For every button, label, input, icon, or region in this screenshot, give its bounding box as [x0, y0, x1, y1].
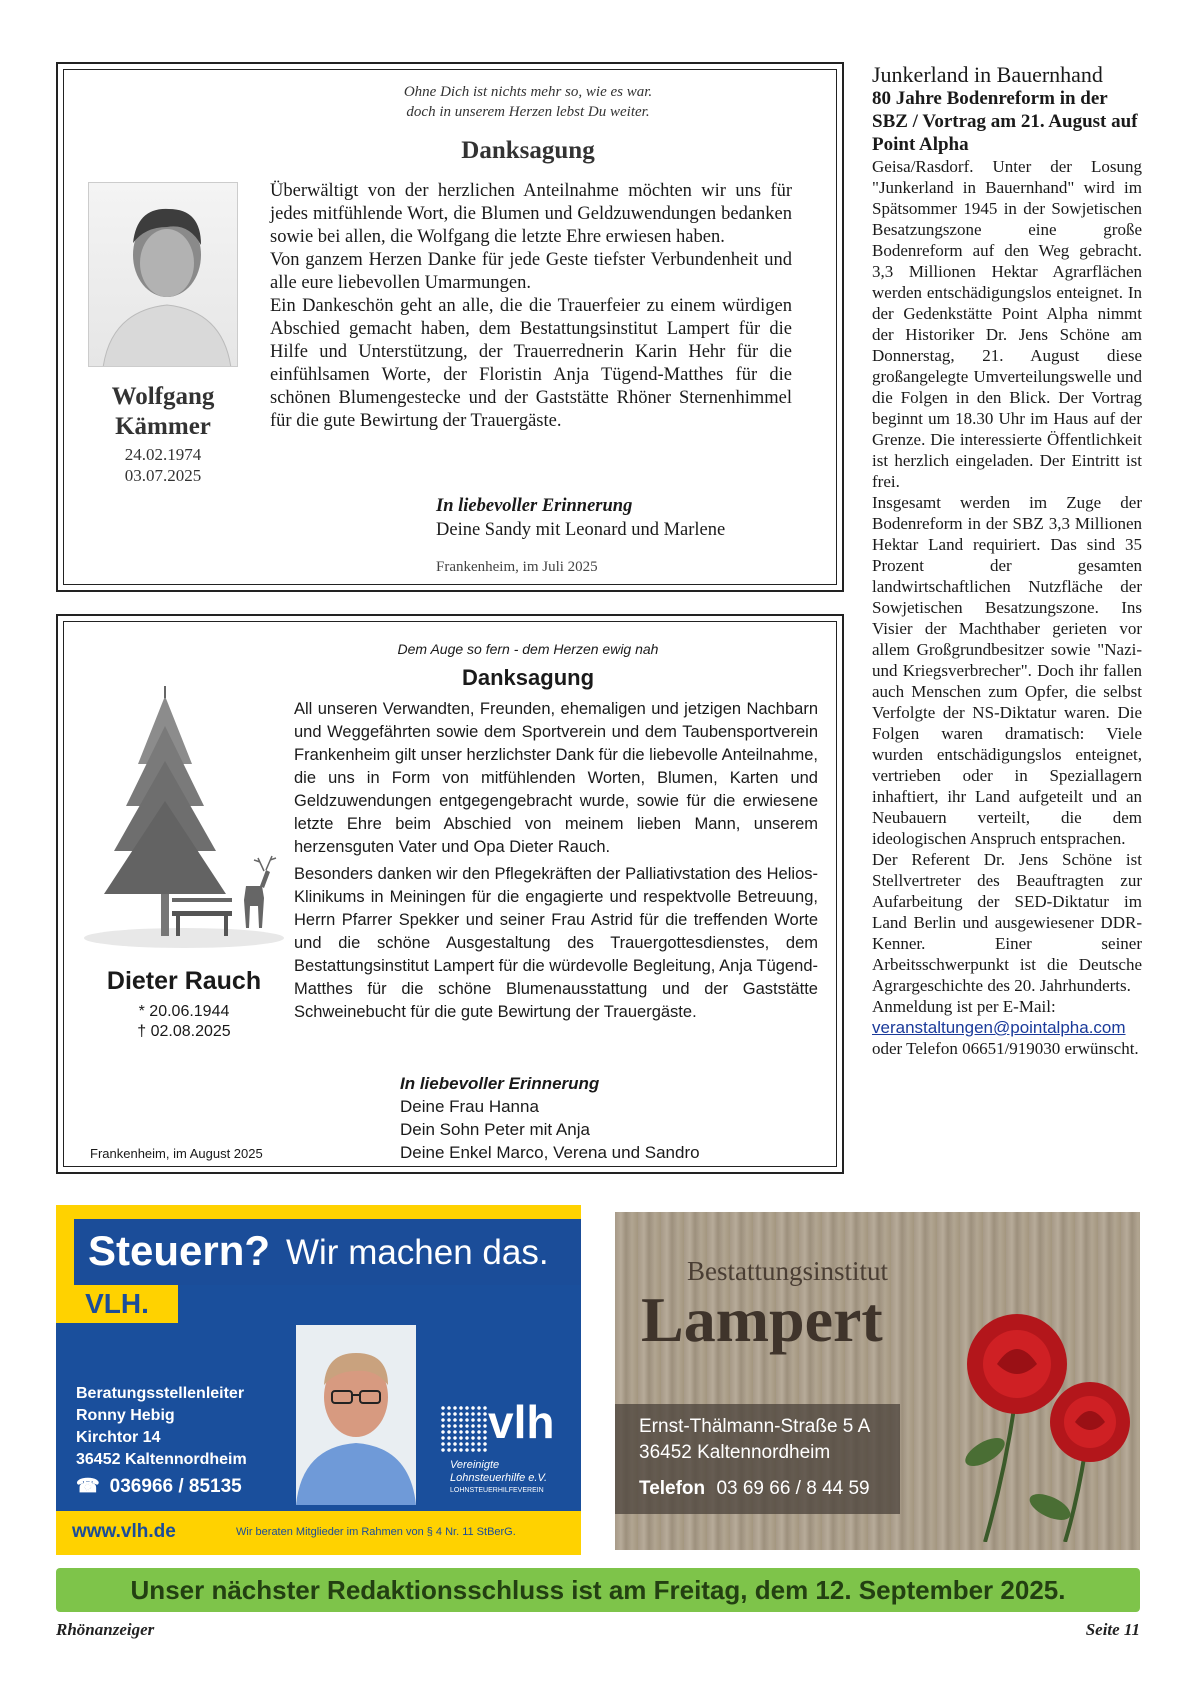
contact-city: 36452 Kaltennordheim [76, 1451, 247, 1468]
obituary-text [270, 180, 792, 433]
deceased-first-name: Wolfgang [111, 383, 215, 410]
obituary-motto: Dem Auge so fern - dem Herzen ewig nah [397, 641, 659, 657]
email-link[interactable]: veranstaltungen@pointalpha.com [872, 1018, 1126, 1037]
banner-text: Unser nächster Redaktionsschluss ist am Freitag, dem 12. September 2025. [130, 1575, 1066, 1605]
brand-label: VLH. [56, 1285, 178, 1323]
deceased-name [78, 382, 248, 442]
memory-line: In liebevoller Erinnerung [436, 496, 633, 516]
advisor-portrait-icon [296, 1325, 416, 1505]
obituary-motto [308, 82, 748, 122]
lampert-phone: 03 69 66 / 8 44 59 [716, 1478, 870, 1499]
lampert-line-2: Lampert [641, 1284, 883, 1355]
pine-tree-icon [74, 666, 289, 956]
obituary-paragraph: Ein Dankeschön geht an alle, die die Trauerfeier zu einem würdigen Abschied gemacht haben, dem Bestattungsinstitut Lampert für die Hilfe und Unterstützung, der Trauerrednerin Karin Hehr für die einfühlsamen Worte, der Floristin Anja Tügend-Matthes für die schönen Blumengestecke und der Gaststätte Rhöner Sternenhimmel für die gute Bewirtung der Trauergäste. [270, 296, 792, 431]
article-paragraph: Der Referent Dr. Jens Schöne ist Stellvertreter des Beauftragten zur Aufarbeitung der SED-Diktatur im Land Berlin und ausgewiesener DDR-Kenner. Einer seiner Arbeitsschwerpunkt ist die Deutsche Agrargeschichte des 20. Jahrhunderts. [872, 850, 1142, 995]
place-date: Frankenheim, im August 2025 [90, 1146, 263, 1161]
lampert-street: Ernst-Thälmann-Straße 5 A [639, 1416, 871, 1437]
vlh-logo-icon [440, 1405, 488, 1453]
obituary-signature [436, 494, 796, 542]
article-paragraph: Insgesamt werden im Zuge der Bodenreform in der SBZ 3,3 Millionen Hektar Land requiriert. Das sind 35 Prozent der gesamten landwirtschaftlichen Nutzfläche der Sowjetischen Besatzungszone. Ins Visier der Machthaber gerieten vor allem Großgrundbesitzer sowie "Nazi- und Kriegsverbrecher". Doch ihr fallen auch Menschen zum Opfer, die selbst Verfolgte der NS-Diktatur waren. Die Folgen waren dramatisch: Viele wurden entschädigungslos enteignet, vertrieben oder in Speziallagern inhaftiert, ihr Land aufgeteilt und an Neubauern verteilt, die dem ideologischen Anspruch entsprachen. [872, 493, 1142, 848]
motto-line-1: Ohne Dich ist nichts mehr so, wie es war. [403, 84, 653, 100]
obituary-signature [400, 1072, 820, 1164]
death-date: † 02.08.2025 [137, 1023, 231, 1040]
phone-icon: ☎ [76, 1476, 100, 1497]
vlh-footer [56, 1511, 581, 1555]
lampert-line-1: Bestattungsinstitut [687, 1256, 889, 1286]
tree-illustration [74, 666, 289, 956]
article-paragraph: Geisa/Rasdorf. Unter der Losung "Junkerland in Bauernhand" wird im Spätsommer 1945 in der Sowjetischen Besatzungszone eine große Bodenreform auf den Weg gebracht. 3,3 Millionen Hektar Agrarflächen werden entschädigungslos enteignet. In der Gedenkstätte Point Alpha nimmt der Historiker Dr. Jens Schöne am Donnerstag, 21. August diese großangelegte Umverteilungswelle und die Folgen in den Blick. Der Vortrag beginnt um 18.30 Uhr im Haus auf der Grenze. Die interessierte Öffentlichkeit ist herzlich eingeladen. Der Eintritt ist frei. [872, 157, 1142, 491]
email-paragraph [872, 1017, 1142, 1038]
headline-bold: Steuern? [88, 1227, 271, 1274]
logo-line-2: Lohnsteuerhilfe e.V. [450, 1472, 548, 1484]
obituary-heading: Danksagung [461, 665, 595, 690]
obituary-paragraph: All unseren Verwandten, Freunden, ehemaligen und jetzigen Nachbarn und Weggefährten sowie dem Sportverein und dem Taubensportverein Frankenheim gilt unser herzlichster Dank für die liebevolle Anteilnahme, die uns in Form von mitfühlenden Worten, Blumen, Karten und Geldzuwendungen entgegengebracht wurde, sowie für die erwiesene letzte Ehre beim Abschied von meinem lieben Mann, unserem herzensguten Vater und Opa Dieter Rauch. [294, 700, 818, 856]
contact-person: Ronny Hebig [76, 1407, 175, 1424]
logo-wordmark: vlh [488, 1396, 555, 1448]
deceased-dates [74, 1002, 294, 1042]
motto-line-2: doch in unserem Herzen lebst Du weiter. [406, 104, 650, 120]
birth-date: * 20.06.1944 [138, 1003, 230, 1020]
advisor-photo [296, 1325, 416, 1505]
deceased-dates [78, 444, 248, 486]
death-date: 03.07.2025 [124, 466, 202, 485]
news-article [872, 62, 1142, 1059]
phone-number: 036966 / 85135 [109, 1476, 242, 1497]
portrait-silhouette-icon [89, 183, 238, 367]
signature-line: Deine Sandy mit Leonard und Marlene [436, 520, 726, 540]
obituary-heading: Danksagung [461, 137, 595, 164]
headline-bar [74, 1219, 581, 1285]
headline-rest: Wir machen das. [286, 1233, 549, 1272]
publication-name: Rhönanzeiger [56, 1620, 155, 1639]
deadline-banner [56, 1568, 1140, 1612]
yellow-stripe-top [56, 1205, 581, 1219]
article-body [872, 156, 1142, 1059]
article-title: Junkerland in Bauernhand [872, 62, 1103, 87]
signature-line: Deine Enkel Marco, Verena und Sandro [400, 1143, 700, 1162]
obituary-paragraph: Von ganzem Herzen Danke für jede Geste tiefster Verbundenheit und alle eure liebevollen Umarmungen. [270, 250, 792, 293]
vlh-advertisement[interactable] [56, 1205, 581, 1555]
signature-line: Dein Sohn Peter mit Anja [400, 1120, 590, 1139]
lampert-city: 36452 Kaltennordheim [639, 1442, 831, 1463]
article-paragraph: Anmeldung ist per E-Mail: [872, 997, 1056, 1016]
obituary-rauch [56, 614, 844, 1174]
page-number: Seite 11 [1085, 1620, 1140, 1639]
article-subtitle: 80 Jahre Bodenreform in der SBZ / Vortrag am 21. August auf Point Alpha [872, 88, 1138, 155]
deceased-name: Dieter Rauch [106, 967, 262, 995]
contact-role: Beratungsstellenleiter [76, 1385, 245, 1402]
logo-line-1: Vereinigte [450, 1459, 500, 1471]
roses-icon [945, 1302, 1135, 1542]
signature-line: Deine Frau Hanna [400, 1097, 539, 1116]
contact-street: Kirchtor 14 [76, 1429, 161, 1446]
place-date: Frankenheim, im Juli 2025 [436, 559, 598, 575]
article-paragraph: oder Telefon 06651/919030 erwünscht. [872, 1039, 1139, 1058]
vlh-disclaimer: Wir beraten Mitglieder im Rahmen von § 4 Nr. 11 StBerG. [236, 1526, 516, 1538]
portrait-photo [88, 182, 238, 367]
logo-line-3: LOHNSTEUERHILFEVEREIN [450, 1487, 544, 1494]
vlh-website[interactable]: www.vlh.de [72, 1521, 176, 1542]
obituary-kaemmer [56, 62, 844, 592]
address-box [615, 1404, 900, 1514]
obituary-paragraph: Überwältigt von der herzlichen Anteilnahme möchten wir uns für jedes mitfühlende Wort, die Blumen und Geldzuwendungen bedanken sowie bei allen, die Wolfgang die letzte Ehre erwiesen haben. [270, 181, 792, 247]
lampert-advertisement[interactable] [615, 1212, 1140, 1550]
deceased-last-name: Kämmer [115, 413, 211, 440]
obituary-paragraph: Besonders danken wir den Pflegekräften der Palliativstation des Helios-Klinikums in Meiningen für die engagierte und respektvolle Betreuung, Herrn Pfarrer Spekker und seiner Frau Astrid für die treffenden Worte und die schöne Ausgestaltung des Trauergottesdienstes, dem Bestattungsinstitut Lampert für die würdevolle Begleitung, Anja Tügend-Matthes für die schöne Blumenausstattung und der Gaststätte Schweinebucht für die gute Bewirtung der Trauergäste. [294, 865, 818, 1021]
birth-date: 24.02.1974 [124, 445, 202, 464]
obituary-text [294, 698, 818, 1024]
lampert-phone-row [639, 1478, 870, 1500]
memory-line: In liebevoller Erinnerung [400, 1074, 600, 1093]
lampert-phone-label: Telefon [639, 1478, 706, 1499]
